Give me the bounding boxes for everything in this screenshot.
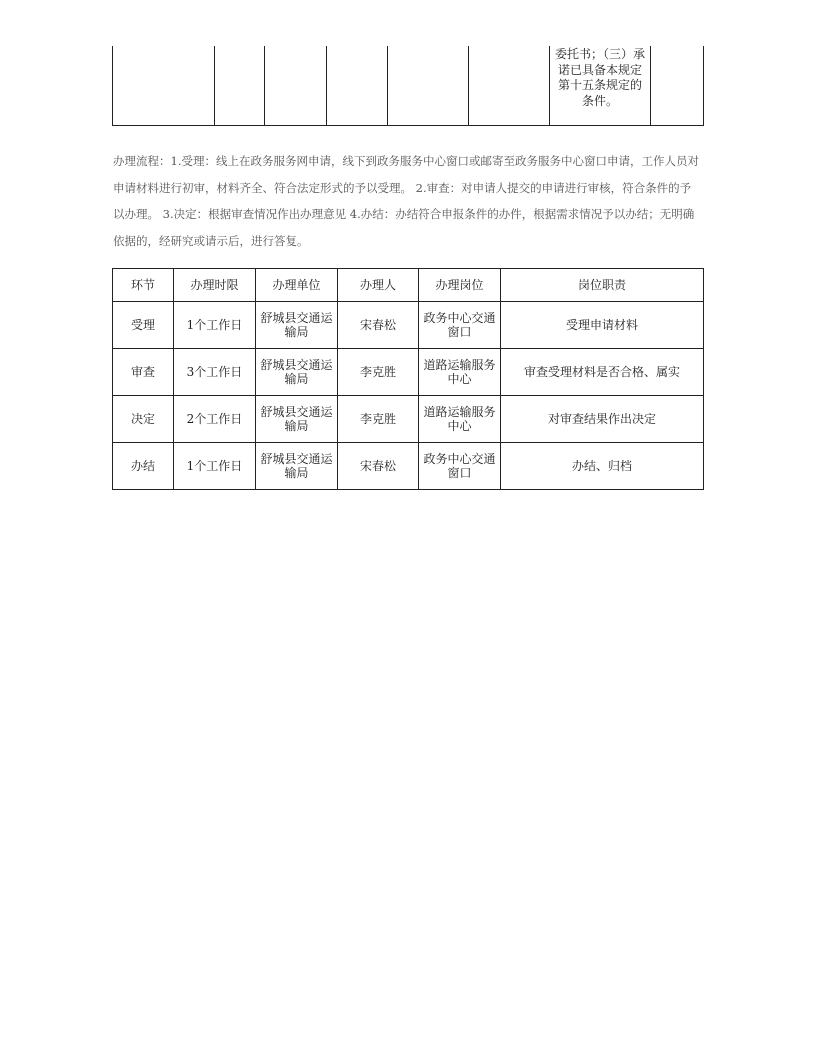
time-limit-cell: 2个工作日 [174,396,256,443]
table-cell [469,46,550,125]
handler-cell: 李克胜 [338,349,419,396]
table-row [113,443,704,490]
handler-cell: 李克胜 [338,396,419,443]
header-post: 办理岗位 [419,269,501,302]
condition-cell [550,46,651,125]
post-cell: 政务中心交通窗口 [419,443,501,490]
post-cell: 道路运输服务中心 [419,349,501,396]
table-cell [327,46,388,125]
table-cell [265,46,327,125]
duty-cell: 审查受理材料是否合格、属实 [501,349,704,396]
process-steps-table [112,268,704,490]
duty-cell: 受理申请材料 [501,302,704,349]
duty-cell: 办结、归档 [501,443,704,490]
unit-cell: 舒城县交通运输局 [256,349,338,396]
condition-text: 委托书；（三）承诺已具备本规定第十五条规定的条件。 [554,47,645,108]
previous-table-continuation [112,46,704,126]
time-limit-cell: 1个工作日 [174,443,256,490]
duty-cell: 对审查结果作出决定 [501,396,704,443]
step-cell: 审查 [113,349,174,396]
unit-cell: 舒城县交通运输局 [256,443,338,490]
step-cell: 办结 [113,443,174,490]
process-description: 办理流程：1.受理：线上在政务服务网申请，线下到政务服务中心窗口或邮寄至政务服务中心窗口申请，工作人员对申请材料进行初审，材料齐全、符合法定形式的予以受理。 2.审查：对申请人提交的申请进行审核，符合条件的予以办理。 3.决定：根据审查情况作出办理意见 4.办结：办结符合申报条件的办件，根据需求情况予以办结；无明确依据的，经研究或请示后，进行答复。 [113,154,699,248]
time-limit-cell: 3个工作日 [174,349,256,396]
table-cell [388,46,469,125]
post-cell: 政务中心交通窗口 [419,302,501,349]
step-cell: 受理 [113,302,174,349]
header-step: 环节 [113,269,174,302]
step-cell: 决定 [113,396,174,443]
handler-cell: 宋春松 [338,443,419,490]
header-duty: 岗位职责 [501,269,704,302]
table-row [113,302,704,349]
table-header-row [113,269,704,302]
table-cell [113,46,215,125]
table-row [113,396,704,443]
time-limit-cell: 1个工作日 [174,302,256,349]
header-handler: 办理人 [338,269,419,302]
handler-cell: 宋春松 [338,302,419,349]
post-cell: 道路运输服务中心 [419,396,501,443]
table-row [113,349,704,396]
table-cell [215,46,265,125]
unit-cell: 舒城县交通运输局 [256,396,338,443]
unit-cell: 舒城县交通运输局 [256,302,338,349]
table-cell [651,46,704,125]
header-unit: 办理单位 [256,269,338,302]
header-time-limit: 办理时限 [174,269,256,302]
